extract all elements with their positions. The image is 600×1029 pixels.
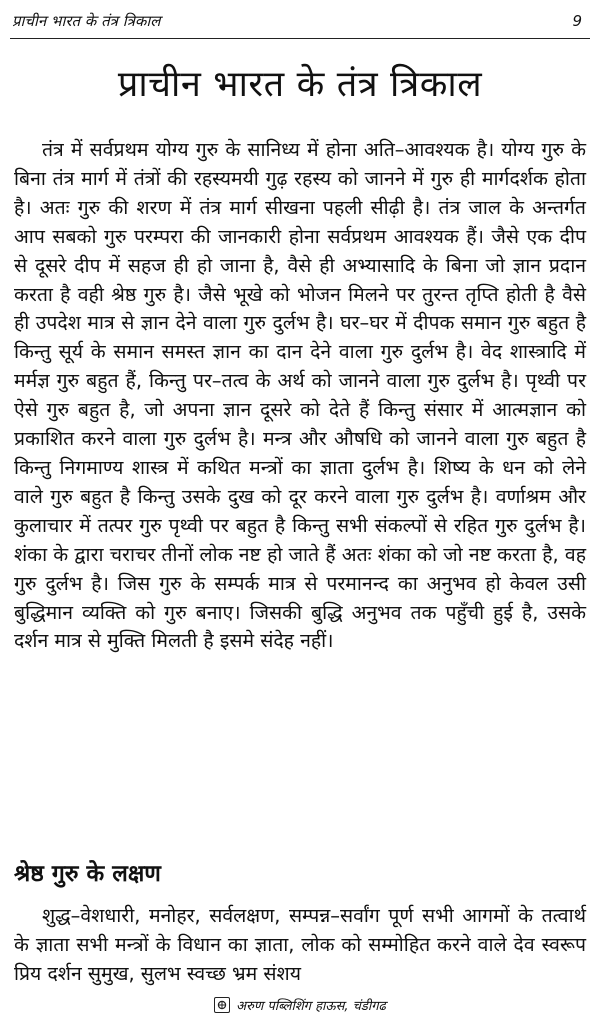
page-number: 9	[572, 12, 582, 30]
header-rule	[10, 38, 590, 39]
page-title: प्राचीन भारत के तंत्र त्रिकाल	[117, 64, 483, 105]
publisher-logo-icon	[214, 997, 230, 1013]
section-heading: श्रेष्ठ गुरु के लक्षण	[14, 861, 161, 887]
page-header	[12, 8, 582, 34]
running-title: प्राचीन भारत के तंत्र त्रिकाल	[12, 12, 161, 30]
section-paragraph: शुद्ध–वेशधारी, मनोहर, सर्वलक्षण, सम्पन्न–सर्वांग पूर्ण सभी आगमों के तत्वार्थ के ज्ञाता सभी मन्त्रों के विधान का ज्ञाता, लोक को सम्मोहित करने वाले देव स्वरूप प्रिय दर्शन सुमुख, सुलभ स्वच्छ भ्रम संशय	[14, 904, 586, 985]
publisher-name: अरुण पब्लिशिंग हाऊस, चंडीगढ	[236, 999, 386, 1014]
footer	[0, 996, 600, 1014]
body-paragraph: तंत्र में सर्वप्रथम योग्य गुरु के सानिध्य में होना अति–आवश्यक है। योग्य गुरु के बिना तंत्र मार्ग में तंत्रों की रहस्यमयी गुढ़ रहस्य को जानने में गुरु ही मार्गदर्शक होता है। अतः गुरु की शरण में तंत्र मार्ग सीखना पहली सीढ़ी है। तंत्र जाल के अन्तर्गत आप सबको गुरु परम्परा की जानकारी होना सर्वप्रथम आवश्यक हैं। जैसे एक दीप से दूसरे दीप में सहज ही हो जाना है, वैसे ही अभ्यासादि के बिना जो ज्ञान प्रदान करता है वही श्रेष्ठ गुरु है। जैसे भूखे को भोजन मिलने पर तुरन्त तृप्ति होती है वैसे ही उपदेश मात्र से ज्ञान देने वाला गुरु दुर्लभ है। घर–घर में दीपक समान गुरु बहुत है किन्तु सूर्य के समान समस्त ज्ञान का दान देने वाला गुरु दुर्लभ है। वेद शास्त्रादि में मर्मज्ञ गुरु बहुत हैं, किन्तु पर–तत्व के अर्थ को जानने वाला गुरु दुर्लभ है। पृथ्वी पर ऐसे गुरु बहुत है, जो अपना ज्ञान दूसरे को देते हैं किन्तु संसार में आत्मज्ञान को प्रकाशित करने वाला गुरु दुर्लभ है। मन्त्र और औषधि को जानने वाला गुरु बहुत है किन्तु निगमाण्य शास्त्र में कथित मन्त्रों का ज्ञाता दुर्लभ है। शिष्य के धन को लेने वाले गुरु बहुत है किन्तु उसके दुख को दूर करने वाला गुरु दुर्लभ है। वर्णाश्रम और कुलाचार में तत्पर गुरु पृथ्वी पर बहुत है किन्तु सभी संकल्पों से रहित गुरु दुर्लभ है। शंका के द्वारा चराचर तीनों लोक नष्ट हो जाते हैं अतः शंका को जो नष्ट करता है, वह गुरु दुर्लभ है। जिस गुरु के सम्पर्क मात्र से परमानन्द का अनुभव हो केवल उसी बुद्धिमान व्यक्ति को गुरु बनाए। जिसकी बुद्धि अनुभव तक पहुँची हुई है, उसके दर्शन मात्र से मुक्ति मिलती है इसमे संदेह नहीं।	[14, 138, 586, 653]
